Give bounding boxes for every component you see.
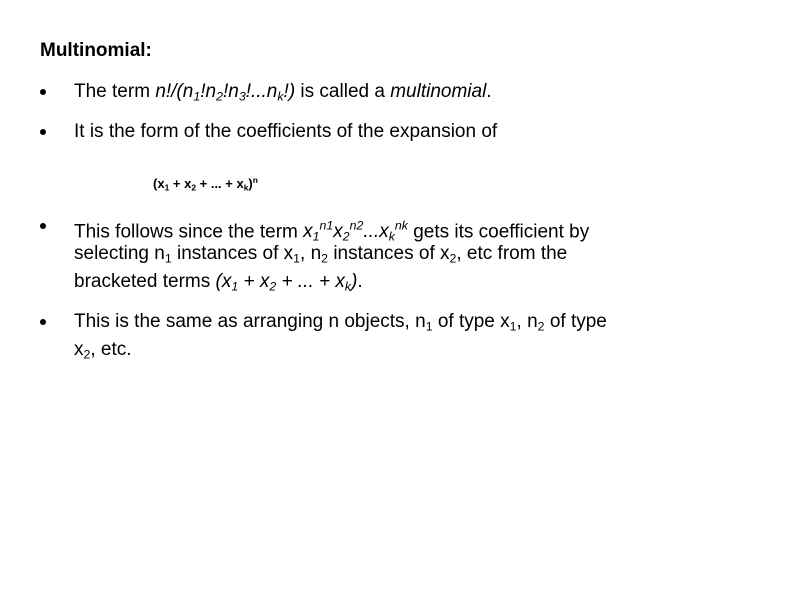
multinomial-expression: $n!/(n_1!n_2!n_3!...n_k!)$ <box>155 81 296 104</box>
bullet-text: The term $n!/(n_1!n_2!n_3!...n_k!)$ is called a multinomial. <box>74 81 492 104</box>
bullet-text-line-2: selecting $n_1$ instances of $x_1$, $n_2$ instances of $x_2$, etc from the <box>74 243 568 266</box>
bullet-text-line-3: bracketed terms ($x_1 + x_2$ + ... + $x_k$). <box>74 271 363 294</box>
slide-title: Multinomial: <box>40 40 152 61</box>
bullet-text-line-2: $x_2$, etc. <box>74 339 132 362</box>
bullet-dot-icon <box>40 129 46 135</box>
bullet-text: It is the form of the coefficients of the expansion of <box>74 121 498 142</box>
bullet-text-line-1: This follows since the term $x_1^{n1}x_2^{n2}...x_k^{nk}$ gets its coefficient by <box>74 219 590 245</box>
expansion-formula: ($x_1 + x_2$ + ... + $x_k)^n$ <box>153 175 258 193</box>
bullet-dot-icon <box>40 223 46 229</box>
bullet-dot-icon <box>40 319 46 325</box>
bullet-text-line-1: This is the same as arranging n objects, $n_1$ of type $x_1$, $n_2$ of type <box>74 311 607 334</box>
bullet-dot-icon <box>40 89 46 95</box>
